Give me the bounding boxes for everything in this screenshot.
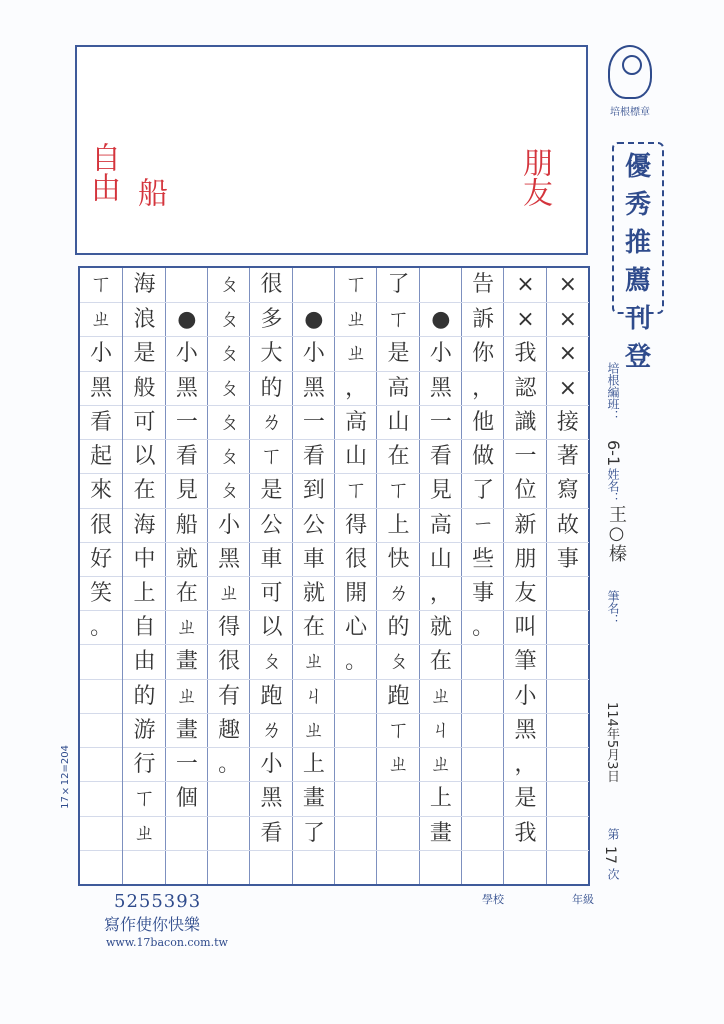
grid-cell: 跑: [377, 679, 419, 713]
grid-cell: ×: [547, 302, 589, 336]
award-char: 刊: [624, 304, 651, 334]
grid-cell: 告: [472, 272, 495, 297]
grid-cell: ㄐ: [293, 679, 335, 713]
grid-cell: 一: [293, 405, 335, 439]
grid-cell: 我: [504, 336, 546, 370]
grid-cell: 好: [80, 542, 122, 576]
grid-cell: [123, 850, 165, 884]
grid-cell: [462, 679, 504, 713]
session-suffix: 次: [606, 868, 620, 880]
grid-cell: 見: [420, 473, 462, 507]
grid-cell: 畫: [166, 713, 208, 747]
grid-cell: 他: [462, 405, 504, 439]
grid-cell: 趣: [208, 713, 250, 747]
grid-cell: 黑: [166, 371, 208, 405]
grid-cell: 行: [123, 747, 165, 781]
stamp-caption: 培根標章: [610, 107, 650, 118]
grid-cell: 接: [547, 405, 589, 439]
grid-cell: 得: [208, 610, 250, 644]
grid-cell: 小: [420, 336, 462, 370]
grid-cell: [293, 268, 335, 302]
grid-cell: 很: [335, 542, 377, 576]
grid-cell: ㄆ: [208, 439, 250, 473]
grid-cell: [547, 781, 589, 815]
grid-cell: 快: [377, 542, 419, 576]
footer-slogan: 寫作使你快樂: [104, 915, 201, 934]
grade-label: 年級: [572, 893, 594, 906]
grid-cell: 起: [80, 439, 122, 473]
grid-cell: 的: [123, 679, 165, 713]
grid-cell: 浪: [123, 302, 165, 336]
grid-cell: [80, 644, 122, 678]
grid-cell: 看: [420, 439, 462, 473]
award-char: 登: [624, 342, 651, 372]
grid-cell: [377, 850, 419, 884]
grid-cell: [420, 850, 462, 884]
grid-cell: 得: [335, 508, 377, 542]
grid-cell: 就: [166, 542, 208, 576]
grid-cell: 心: [335, 610, 377, 644]
grid-cell: ●: [166, 302, 208, 336]
grid-cell: [208, 850, 250, 884]
award-char: 優: [624, 152, 651, 182]
grid-cell: [547, 610, 589, 644]
grid-cell: ㄌ: [250, 713, 292, 747]
grid-column: [249, 268, 292, 884]
grid-cell: [462, 713, 504, 747]
award-char: 薦: [624, 266, 651, 296]
date-value: 114年5月3日: [604, 702, 619, 783]
grid-cell: 看: [166, 439, 208, 473]
grid-cell: [377, 781, 419, 815]
grid-cell: 上: [377, 508, 419, 542]
grid-cell: 小: [504, 679, 546, 713]
grid-cell: [547, 850, 589, 884]
grid-cell: 由: [123, 644, 165, 678]
grid-column: [207, 268, 250, 884]
grid-cell: 跑: [250, 679, 292, 713]
grid-cell: ㄒ: [377, 713, 419, 747]
grid-cell: [462, 644, 504, 678]
grid-cell: 。: [80, 610, 122, 644]
grid-cell: 你: [462, 336, 504, 370]
grid-cell: ㄓ: [420, 747, 462, 781]
grid-cell: ㄆ: [208, 336, 250, 370]
grid-cell: 很: [80, 508, 122, 542]
teacher-note-box: [75, 45, 588, 255]
grid-cell: [80, 679, 122, 713]
grid-cell: 船: [166, 508, 208, 542]
name-value: 王○榛: [606, 505, 627, 562]
stamp-figure-icon: [608, 45, 652, 99]
grid-cell: 事: [547, 542, 589, 576]
grid-column: [334, 268, 377, 884]
grid-column: [546, 268, 589, 884]
grid-cell: 山: [377, 405, 419, 439]
grid-cell: [166, 816, 208, 850]
grid-cell: 可: [250, 576, 292, 610]
grid-cell: 畫: [420, 816, 462, 850]
school-label: 學校: [482, 893, 504, 906]
footer-url: www.17bacon.com.tw: [106, 936, 228, 949]
grid-cell: 了: [387, 272, 410, 297]
grid-cell: 在: [123, 473, 165, 507]
grid-cell: [335, 713, 377, 747]
grid-cell: 可: [123, 405, 165, 439]
grid-cell: 高: [420, 508, 462, 542]
grid-cell: 上: [293, 747, 335, 781]
grid-cell: ㄓ: [208, 576, 250, 610]
grid-cell: [293, 850, 335, 884]
grid-column: [461, 268, 504, 884]
grid-cell: 來: [80, 473, 122, 507]
grid-cell: 到: [293, 473, 335, 507]
grid-cell: 了: [293, 816, 335, 850]
grid-column: [165, 268, 208, 884]
grid-cell: [250, 850, 292, 884]
grid-cell: 朋: [504, 542, 546, 576]
grid-cell: 新: [504, 508, 546, 542]
grid-cell: ，: [335, 371, 377, 405]
grid-cell: 黑: [420, 371, 462, 405]
grid-cell: 小: [80, 336, 122, 370]
grid-cell: 是: [123, 336, 165, 370]
grid-cell: [80, 816, 122, 850]
grid-cell: ㄓ: [123, 816, 165, 850]
grid-cell: [335, 781, 377, 815]
grid-cell: ㄧ: [462, 508, 504, 542]
grid-cell: ㄆ: [377, 644, 419, 678]
grid-cell: [335, 747, 377, 781]
grid-cell: 黑: [504, 713, 546, 747]
grid-cell: 就: [293, 576, 335, 610]
grid-cell: 訴: [462, 302, 504, 336]
grid-cell: 故: [547, 508, 589, 542]
grid-cell: 些: [462, 542, 504, 576]
grid-cell: ，: [420, 576, 462, 610]
grid-cell: 是: [504, 781, 546, 815]
grid-cell: [208, 816, 250, 850]
grid-cell: 個: [166, 781, 208, 815]
grid-cell: ，: [504, 747, 546, 781]
grid-cell: ㄌ: [250, 405, 292, 439]
grid-column: [292, 268, 335, 884]
grid-cell: 見: [166, 473, 208, 507]
award-char: 推: [624, 228, 651, 258]
grid-cell: 海: [123, 508, 165, 542]
award-badge: [612, 142, 664, 372]
grid-cell: 自: [123, 610, 165, 644]
grid-cell: ㄆ: [208, 405, 250, 439]
session-label: 第: [606, 828, 620, 840]
name-label: 姓名：: [606, 468, 620, 504]
grid-cell: 山: [420, 542, 462, 576]
grid-cell: 在: [420, 644, 462, 678]
grid-cell: ㄆ: [208, 302, 250, 336]
grid-cell: 小: [293, 336, 335, 370]
grid-cell: 就: [420, 610, 462, 644]
grid-cell: [80, 713, 122, 747]
grid-cell: ㄒ: [250, 439, 292, 473]
grid-column: [376, 268, 419, 884]
grid-column: [503, 268, 546, 884]
grid-cell: ㄓ: [293, 644, 335, 678]
grid-cell: 車: [293, 542, 335, 576]
grid-cell: 很: [208, 644, 250, 678]
grid-cell: 在: [293, 610, 335, 644]
grid-cell: 畫: [166, 644, 208, 678]
grid-cell: 公: [293, 508, 335, 542]
grid-cell: 中: [123, 542, 165, 576]
grid-cell: 高: [377, 371, 419, 405]
grid-cell: ×: [547, 336, 589, 370]
pen-name-label: 筆名：: [606, 590, 620, 626]
grid-cell: ㄌ: [377, 576, 419, 610]
grid-cell: [462, 781, 504, 815]
grid-cell: 黑: [250, 781, 292, 815]
grid-cell: ㄆ: [208, 371, 250, 405]
grid-cell: 一: [504, 439, 546, 473]
grid-cell: 游: [123, 713, 165, 747]
grid-column: [122, 268, 165, 884]
grid-cell: [547, 679, 589, 713]
grid-cell: 黑: [80, 371, 122, 405]
grid-cell: [547, 576, 589, 610]
award-char: 秀: [624, 190, 651, 220]
grid-cell: 小: [208, 508, 250, 542]
grid-cell: ●: [420, 302, 462, 336]
grid-cell: [547, 644, 589, 678]
grid-cell: 多: [250, 302, 292, 336]
grid-cell: 黑: [208, 542, 250, 576]
grid-cell: 小: [250, 747, 292, 781]
grid-cell: 是: [250, 473, 292, 507]
grid-cell: [80, 850, 122, 884]
grid-cell: ㄒ: [377, 302, 419, 336]
grid-cell: [547, 747, 589, 781]
grid-cell: 公: [250, 508, 292, 542]
grid-cell: [335, 850, 377, 884]
grid-cell: [166, 850, 208, 884]
grid-cell: 高: [335, 405, 377, 439]
grid-cell: 以: [250, 610, 292, 644]
grid-cell: ，: [462, 371, 504, 405]
grid-cell: 在: [377, 439, 419, 473]
grid-cell: 事: [462, 576, 504, 610]
grid-cell: 的: [377, 610, 419, 644]
grid-cell: [208, 781, 250, 815]
grid-cell: 做: [462, 439, 504, 473]
note-word-boat: 船: [132, 177, 167, 207]
grid-cell: ㄆ: [208, 473, 250, 507]
grid-cell: 山: [335, 439, 377, 473]
grid-cell: 看: [250, 816, 292, 850]
grid-cell: ×: [516, 272, 535, 297]
footer-number: 5255393: [114, 891, 202, 912]
grid-cell: [462, 816, 504, 850]
grid-cell: 友: [504, 576, 546, 610]
grid-cell: [335, 816, 377, 850]
grid-cell: 車: [250, 542, 292, 576]
grid-cell: 識: [504, 405, 546, 439]
grid-cell: 著: [547, 439, 589, 473]
grid-cell: 上: [123, 576, 165, 610]
grid-cell: 般: [123, 371, 165, 405]
grid-cell: 看: [80, 405, 122, 439]
grid-cell: [462, 747, 504, 781]
grid-cell: ×: [547, 371, 589, 405]
grid-cell: 一: [166, 747, 208, 781]
grid-cell: ㄒ: [345, 272, 368, 297]
note-word-freedom: 自由: [85, 142, 120, 202]
grid-cell: 一: [166, 405, 208, 439]
grid-column: [419, 268, 462, 884]
session-value: 17: [602, 846, 618, 864]
grid-cell: ●: [293, 302, 335, 336]
grid-cell: ㄓ: [377, 747, 419, 781]
grid-cell: 有: [208, 679, 250, 713]
grid-cell: 開: [335, 576, 377, 610]
grid-cell: [504, 850, 546, 884]
grid-cell: 很: [260, 272, 283, 297]
grid-cell: 叫: [504, 610, 546, 644]
grid-cell: 看: [293, 439, 335, 473]
grid-cell: ㄆ: [250, 644, 292, 678]
bacon-stamp: [600, 45, 660, 123]
grid-cell: 一: [420, 405, 462, 439]
grid-code: 17×12=204: [60, 745, 71, 809]
grid-cell: 笑: [80, 576, 122, 610]
grid-cell: 我: [504, 816, 546, 850]
grid-cell: ×: [558, 272, 578, 297]
grid-cell: 。: [462, 610, 504, 644]
class-label: 培根編班：: [606, 362, 620, 422]
grid-cell: [335, 679, 377, 713]
grid-cell: 了: [462, 473, 504, 507]
grid-cell: ㄓ: [166, 610, 208, 644]
grid-cell: 認: [504, 371, 546, 405]
grid-cell: ×: [504, 302, 546, 336]
grid-cell: 的: [250, 371, 292, 405]
grid-cell: [547, 713, 589, 747]
grid-cell: ㄒ: [123, 781, 165, 815]
grid-cell: [80, 781, 122, 815]
grid-column: [80, 268, 122, 884]
grid-cell: ㄆ: [218, 272, 241, 297]
grid-cell: 畫: [293, 781, 335, 815]
grid-cell: 寫: [547, 473, 589, 507]
grid-cell: 小: [166, 336, 208, 370]
grid-cell: 位: [504, 473, 546, 507]
grid-cell: [420, 268, 462, 302]
grid-cell: ㄐ: [420, 713, 462, 747]
grid-cell: 在: [166, 576, 208, 610]
grid-cell: 以: [123, 439, 165, 473]
grid-cell: ㄒ: [377, 473, 419, 507]
grid-cell: ㄓ: [80, 302, 122, 336]
grid-cell: 海: [133, 272, 156, 297]
grid-cell: [547, 816, 589, 850]
writing-grid: [78, 266, 590, 886]
grid-cell: ㄓ: [293, 713, 335, 747]
grid-cell: 。: [335, 644, 377, 678]
grid-cell: [166, 268, 208, 302]
grid-cell: 黑: [293, 371, 335, 405]
grid-cell: 大: [250, 336, 292, 370]
grid-cell: ㄓ: [335, 302, 377, 336]
grid-cell: 。: [208, 747, 250, 781]
grid-cell: ㄒ: [335, 473, 377, 507]
grid-cell: [462, 850, 504, 884]
grid-cell: ㄓ: [166, 679, 208, 713]
note-word-friend: 朋友: [517, 147, 552, 207]
class-value: 6-1: [604, 440, 623, 467]
grid-cell: [377, 816, 419, 850]
grid-cell: ㄓ: [420, 679, 462, 713]
grid-cell: 是: [377, 336, 419, 370]
grid-cell: 筆: [504, 644, 546, 678]
grid-cell: ㄒ: [90, 272, 113, 297]
grid-cell: [80, 747, 122, 781]
grid-cell: ㄓ: [335, 336, 377, 370]
grid-cell: 上: [420, 781, 462, 815]
